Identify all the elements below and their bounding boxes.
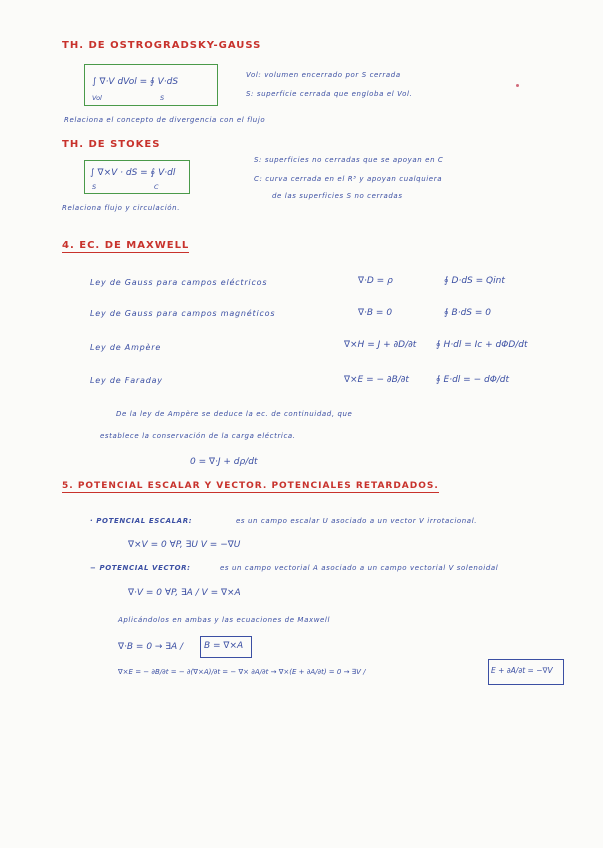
vector-label: − POTENCIAL VECTOR: bbox=[90, 564, 191, 572]
stokes-note-3: de las superficies S no cerradas bbox=[272, 192, 403, 200]
maxwell-law-3: Ley de Ampère bbox=[90, 343, 162, 352]
gauss-sub-s: S bbox=[160, 94, 165, 102]
maxwell-int-1: ∮ D·dS = Qint bbox=[444, 276, 505, 286]
maxwell-int-3: ∮ H·dl = Ic + dΦD/dt bbox=[436, 340, 528, 350]
vector-text: es un campo vectorial A asociado a un campo vectorial V solenoidal bbox=[220, 564, 499, 572]
maxwell-law-2: Ley de Gauss para campos magnéticos bbox=[90, 309, 276, 318]
ink-dot bbox=[516, 84, 519, 87]
continuity-text-1: De la ley de Ampère se deduce la ec. de continuidad, que bbox=[116, 410, 353, 418]
gauss-title: TH. DE OSTROGRADSKY-GAUSS bbox=[62, 40, 262, 51]
stokes-formula: ∫ ∇×V · dS = ∮ V·dl bbox=[90, 168, 176, 178]
gauss-formula: ∫ ∇·V dVol = ∮ V·dS bbox=[92, 77, 179, 87]
eq1-boxed: B = ∇×A bbox=[204, 641, 244, 651]
vector-formula: ∇·V = 0 ∀P, ∃A / V = ∇×A bbox=[128, 588, 241, 598]
scalar-text: es un campo escalar U asociado a un vector V irrotacional. bbox=[236, 517, 478, 525]
continuity-text-2: establece la conservación de la carga eléctrica. bbox=[100, 432, 296, 440]
maxwell-law-1: Ley de Gauss para campos eléctricos bbox=[90, 278, 268, 287]
eq2: ∇×E = − ∂B/∂t = − ∂(∇×A)/∂t = − ∇× ∂A/∂t → ∇×(E + ∂A/∂t) = 0 → ∃V / bbox=[118, 668, 366, 676]
stokes-title: TH. DE STOKES bbox=[62, 139, 161, 150]
eq2-boxed: E + ∂A/∂t = −∇V bbox=[491, 666, 553, 675]
stokes-note-2: C: curva cerrada en el R³ y apoyan cualquiera bbox=[254, 175, 443, 183]
gauss-note-1: Vol: volumen encerrado por S cerrada bbox=[246, 71, 401, 79]
potentials-title: 5. POTENCIAL ESCALAR Y VECTOR. POTENCIALES RETARDADOS. bbox=[62, 481, 439, 491]
gauss-relation: Relaciona el concepto de divergencia con el flujo bbox=[64, 116, 266, 124]
eq1-left: ∇·B = 0 → ∃A / bbox=[118, 642, 184, 652]
continuity-formula: 0 = ∇·J + dρ/dt bbox=[190, 457, 258, 467]
maxwell-int-4: ∮ E·dl = − dΦ/dt bbox=[436, 375, 510, 385]
stokes-note-1: S: superficies no cerradas que se apoyan en C bbox=[254, 156, 444, 164]
maxwell-int-2: ∮ B·dS = 0 bbox=[444, 308, 491, 318]
scalar-formula: ∇×V = 0 ∀P, ∃U V = −∇U bbox=[128, 540, 241, 550]
gauss-note-2: S: superficie cerrada que engloba el Vol. bbox=[246, 90, 413, 98]
gauss-sub-vol: Vol bbox=[92, 94, 102, 102]
stokes-relation: Relaciona flujo y circulación. bbox=[62, 204, 181, 212]
maxwell-diff-3: ∇×H = J + ∂D/∂t bbox=[344, 340, 417, 350]
maxwell-title: 4. EC. DE MAXWELL bbox=[62, 240, 190, 251]
apply-text: Aplicándolos en ambas y las ecuaciones de Maxwell bbox=[118, 616, 331, 624]
stokes-sub-c: C bbox=[154, 183, 159, 191]
maxwell-diff-1: ∇·D = ρ bbox=[358, 276, 393, 286]
stokes-sub-s: S bbox=[92, 183, 97, 191]
maxwell-diff-4: ∇×E = − ∂B/∂t bbox=[344, 375, 409, 385]
maxwell-diff-2: ∇·B = 0 bbox=[358, 308, 393, 318]
scalar-label: · POTENCIAL ESCALAR: bbox=[90, 517, 193, 525]
maxwell-law-4: Ley de Faraday bbox=[90, 376, 163, 385]
